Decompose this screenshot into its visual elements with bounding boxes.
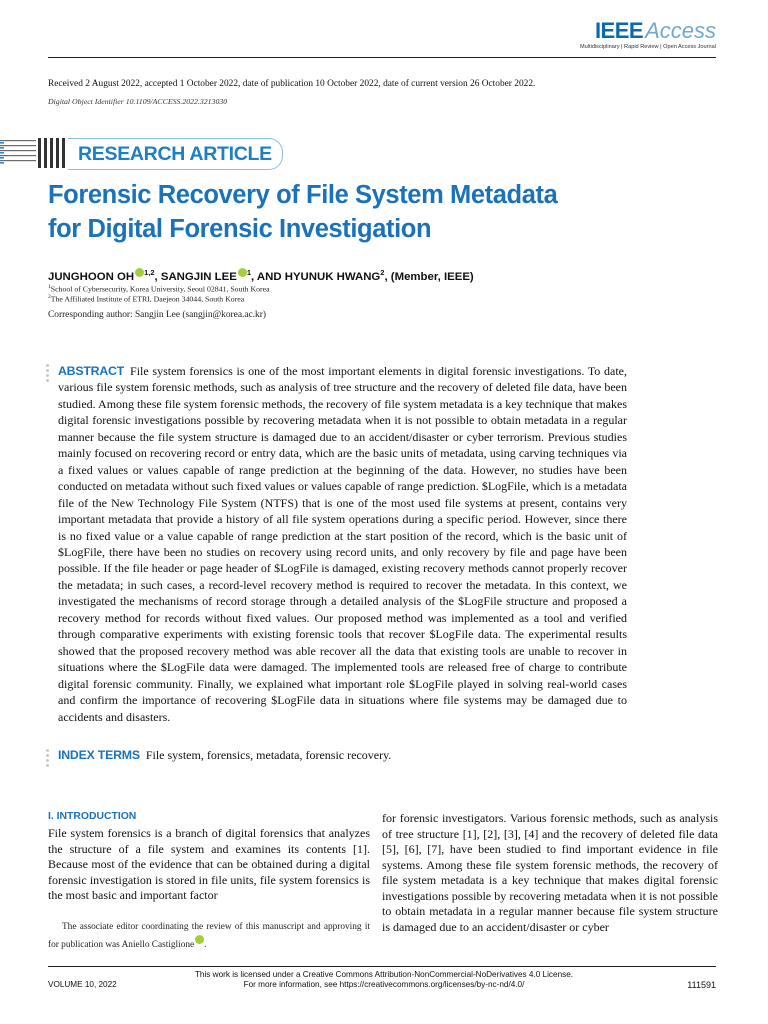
affiliation-2 (48, 294, 244, 304)
abstract-dots-icon (46, 364, 50, 384)
banner-stripes-graphic (0, 137, 68, 171)
section-heading-introduction: I. INTRODUCTION (48, 811, 137, 822)
title-line-1: Forensic Recovery of File System Metadata (48, 181, 558, 209)
received-dates: Received 2 August 2022, accepted 1 October 2022, date of publication 10 October 2022, date of current version 26 October 2022. (48, 79, 536, 89)
article-type-label: RESEARCH ARTICLE (78, 143, 272, 165)
body-text-left: File system forensics is a branch of digital forensics that analyzes the structure of a file system and examines its contents [1]. Because most of the evidence that can be obtained during a digital forensic investigation is stored in file units, file system forensics is the most basic and important factor (48, 826, 370, 903)
paper-title (48, 178, 728, 246)
editor-footnote: The associate editor coordinating the review of this manuscript and approving it for publication was Aniello Castiglione . (48, 922, 370, 950)
article-type-banner (68, 138, 283, 170)
author-name: JUNGHOON OH (48, 271, 135, 283)
license-line-1: This work is licensed under a Creative Commons Attribution-NonCommercial-NoDerivatives 4.0 License. (194, 970, 574, 979)
author-name: , AND HYUNUK HWANG (250, 271, 381, 283)
footer-page-number: 111591 (687, 980, 716, 990)
footer-license (130, 970, 638, 990)
footer-volume: VOLUME 10, 2022 (48, 980, 117, 989)
abstract-text: File system forensics is one of the most important elements in digital forensic investigations. To date, various file system forensic methods, such as analysis of tree structure and the recovery of deleted file data, have been studied. Among these file system forensic methods, the recovery of file system metadata is a key technique that makes digital forensic investigations possible by recovering metadata when it is not possible to obtain metadata in a regular manner because the file system structure is damaged due to an accident/disaster or cyber terrorism. Previous studies mainly focused on recovering record or entry data, which are the basic units of metadata, using carving techniques via a fixed values or values capable of range prediction at the beginning of the data. However, no studies have been conducted on metadata without such fixed values or values capable of range prediction. $LogFile, which is a metadata file of the New Technology File System (NTFS) that is one of the most used file systems at present, contains very important metadata that provide a history of all file system operations during a specific period. However, since there is no fixed value or a value capable of range prediction at the start position of the record, which is the basic unit of $LogFile, there have been no studies on recovery using record units, and only recovery by file and page have been possible. If the file header or page header of $LogFile is damaged, existing recovery methods cannot properly recover the metadata; in such cases, a record-level recovery method is required to recover the metadata. In this context, we investigated the mechanisms of record storage through a detailed analysis of the $LogFile structure and proposed a recovery method for records without fixed values. Our proposed method was implemented as a tool and verified through comparative experiments with existing forensic tools that recover $LogFile data. The experimental results showed that the proposed recovery method was able recover all the data that existing tools are unable to recover in situations where the $LogFile data were damaged. The implemented tools are released free of charge to contribute digital forensic community. Finally, we explained what important role $LogFile played in solving real-world cases and confirm the importance of recovering $LogFile data in situations where file systems may be damaged due to accidents and disasters. (58, 364, 627, 724)
author-affil-mark: 2 (380, 268, 385, 278)
logo-access-text: Access (645, 18, 716, 43)
logo-ieee-text: IEEE (594, 18, 644, 43)
author-affil-mark: 1 (246, 268, 251, 278)
title-line-2: for Digital Forensic Investigation (48, 215, 432, 243)
footer-rule (48, 966, 716, 967)
author-membership: , (Member, IEEE) (384, 271, 474, 283)
affiliation-1 (48, 284, 270, 294)
affiliation-text: The Affiliated Institute of ETRI, Daejeon 34044, South Korea (50, 294, 245, 304)
orcid-icon[interactable] (238, 268, 247, 277)
author-affil-mark: 1,2 (144, 268, 155, 278)
orcid-icon[interactable] (195, 935, 204, 944)
index-terms-text: File system, forensics, metadata, forensic recovery. (145, 748, 392, 762)
index-terms-label: INDEX TERMS (58, 748, 140, 762)
author-name: , SANGJIN LEE (154, 271, 237, 283)
header-rule (48, 57, 716, 58)
index-terms-dots-icon (46, 749, 50, 769)
orcid-icon[interactable] (135, 268, 144, 277)
body-text-right: for forensic investigators. Various forensic methods, such as analysis of tree structure [1], [2], [3], [4] and the recovery of deleted file data [5], [6], [7], have been studied to find important evidence in file systems. Among these file system forensic methods, the recovery of file system metadata is a key technique that makes digital forensic investigations possible by recovering metadata when it is not possible to obtain metadata in a regular manner because file system structure is damaged due to an accident/disaster or cyber (382, 811, 718, 934)
affiliation-mark: 2 (48, 294, 51, 300)
corresponding-author: Corresponding author: Sangjin Lee (sangjin@korea.ac.kr) (48, 310, 266, 320)
author-list (48, 268, 474, 283)
index-terms (58, 748, 391, 763)
abstract-label: ABSTRACT (58, 364, 125, 378)
license-link[interactable]: For more information, see https://creativecommons.org/licenses/by-nc-nd/4.0/ (243, 980, 525, 989)
logo-tagline: Multidisciplinary | Rapid Review | Open Access Journal (580, 44, 716, 50)
affiliation-text: School of Cybersecurity, Korea University, Seoul 02841, South Korea (50, 284, 270, 294)
footnote-text: The associate editor coordinating the review of this manuscript and approving it for publication was Aniello Castiglione (48, 922, 370, 950)
journal-logo (580, 20, 716, 50)
doi-line: Digital Object Identifier 10.1109/ACCESS.2022.3213030 (48, 97, 228, 106)
affiliation-mark: 1 (48, 284, 51, 290)
abstract-block (58, 363, 627, 725)
